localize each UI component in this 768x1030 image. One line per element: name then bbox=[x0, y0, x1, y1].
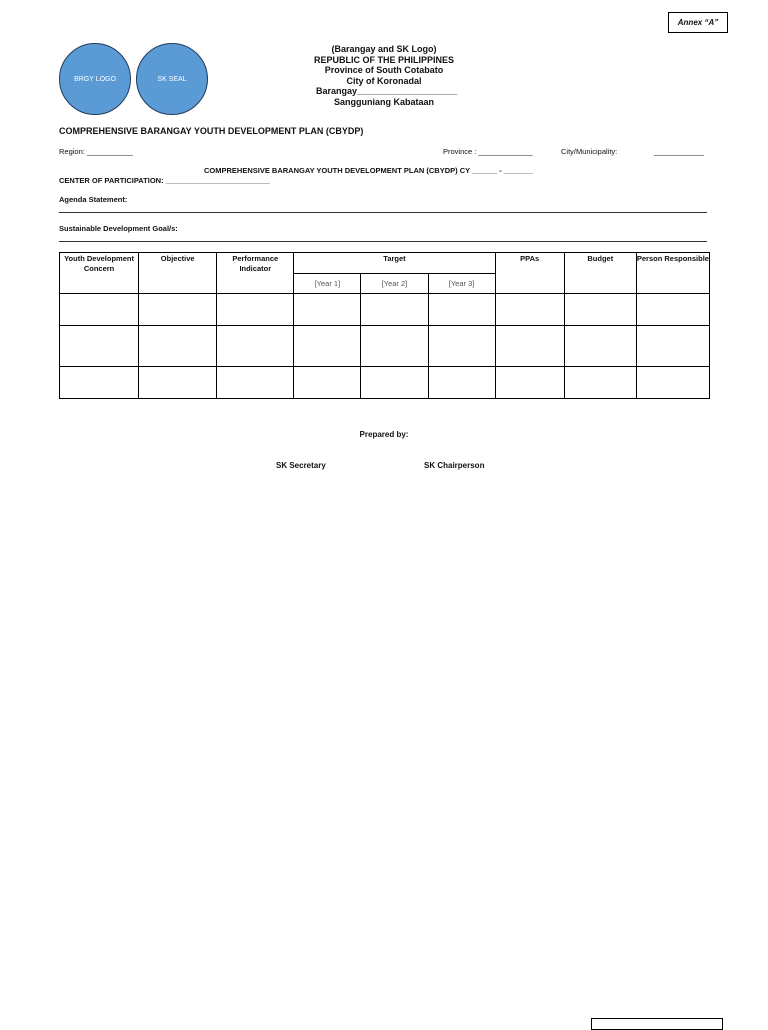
header-year-2: [Year 2] bbox=[361, 274, 428, 294]
header-target: Target bbox=[294, 253, 495, 274]
table-cell[interactable] bbox=[294, 367, 361, 399]
letterhead bbox=[284, 44, 484, 108]
region-field: Region: ___________ bbox=[59, 147, 133, 156]
header-ppas: PPAs bbox=[495, 253, 564, 294]
table-cell[interactable] bbox=[564, 294, 636, 326]
agenda-statement-label: Agenda Statement: bbox=[59, 195, 128, 204]
sk-chairperson-label: SK Chairperson bbox=[424, 461, 485, 470]
header-objective: Objective bbox=[139, 253, 217, 294]
table-cell[interactable] bbox=[139, 326, 217, 367]
plan-title: COMPREHENSIVE BARANGAY YOUTH DEVELOPMENT PLAN (CBYDP) bbox=[59, 126, 364, 136]
table-row bbox=[60, 294, 710, 326]
annex-label: Annex “A” bbox=[668, 12, 728, 33]
header-year-1: [Year 1] bbox=[294, 274, 361, 294]
barangay-line: Barangay____________________ bbox=[316, 86, 458, 97]
sk-seal-placeholder bbox=[136, 43, 208, 115]
cbydp-table bbox=[59, 252, 710, 399]
header-concern: Youth Development Concern bbox=[60, 253, 139, 294]
city-field-blank: ____________ bbox=[654, 147, 705, 156]
council-line: Sangguniang Kabataan bbox=[333, 96, 434, 107]
sk-secretary-label: SK Secretary bbox=[276, 461, 326, 470]
table-cell[interactable] bbox=[361, 294, 428, 326]
logo-note: (Barangay and SK Logo) bbox=[331, 44, 437, 54]
table-cell[interactable] bbox=[428, 294, 495, 326]
table-cell[interactable] bbox=[361, 326, 428, 367]
table-cell[interactable] bbox=[60, 326, 139, 367]
cy-title: COMPREHENSIVE BARANGAY YOUTH DEVELOPMENT PLAN (CBYDP) CY ______ - _______ bbox=[204, 166, 533, 175]
center-of-participation: CENTER OF PARTICIPATION: _________________________ bbox=[59, 176, 270, 185]
table-cell[interactable] bbox=[217, 326, 294, 367]
table-cell[interactable] bbox=[495, 367, 564, 399]
table-cell[interactable] bbox=[636, 294, 709, 326]
sdg-label: Sustainable Development Goal/s: bbox=[59, 224, 178, 233]
table-cell[interactable] bbox=[564, 367, 636, 399]
table-cell[interactable] bbox=[361, 367, 428, 399]
table-cell[interactable] bbox=[428, 367, 495, 399]
city-line: City of Koronadal bbox=[346, 75, 422, 86]
table-cell[interactable] bbox=[428, 326, 495, 367]
prepared-by-label: Prepared by: bbox=[359, 430, 409, 439]
table-cell[interactable] bbox=[217, 367, 294, 399]
table-cell[interactable] bbox=[139, 367, 217, 399]
table-cell[interactable] bbox=[495, 294, 564, 326]
table-cell[interactable] bbox=[60, 367, 139, 399]
table-cell[interactable] bbox=[294, 326, 361, 367]
sk-seal-label: SK SEAL bbox=[157, 75, 187, 83]
table-cell[interactable] bbox=[60, 294, 139, 326]
table-cell[interactable] bbox=[217, 294, 294, 326]
barangay-logo-label: BRGY LOGO bbox=[74, 75, 116, 83]
footer-box bbox=[591, 1018, 723, 1030]
agenda-line bbox=[59, 212, 707, 213]
province-line: Province of South Cotabato bbox=[324, 65, 444, 76]
sdg-line bbox=[59, 241, 707, 242]
table-cell[interactable] bbox=[495, 326, 564, 367]
header-person: Person Responsible bbox=[636, 253, 709, 294]
table-cell[interactable] bbox=[564, 326, 636, 367]
republic-line: REPUBLIC OF THE PHILIPPINES bbox=[313, 54, 454, 65]
table-cell[interactable] bbox=[636, 326, 709, 367]
header-budget: Budget bbox=[564, 253, 636, 294]
barangay-logo-placeholder bbox=[59, 43, 131, 115]
table-row bbox=[60, 367, 710, 399]
table-cell[interactable] bbox=[294, 294, 361, 326]
header-indicator: Performance Indicator bbox=[217, 253, 294, 294]
city-field-label: City/Municipality: bbox=[561, 147, 618, 156]
province-field: Province : _____________ bbox=[443, 147, 533, 156]
table-cell[interactable] bbox=[139, 294, 217, 326]
header-year-3: [Year 3] bbox=[428, 274, 495, 294]
table-cell[interactable] bbox=[636, 367, 709, 399]
table-row bbox=[60, 326, 710, 367]
